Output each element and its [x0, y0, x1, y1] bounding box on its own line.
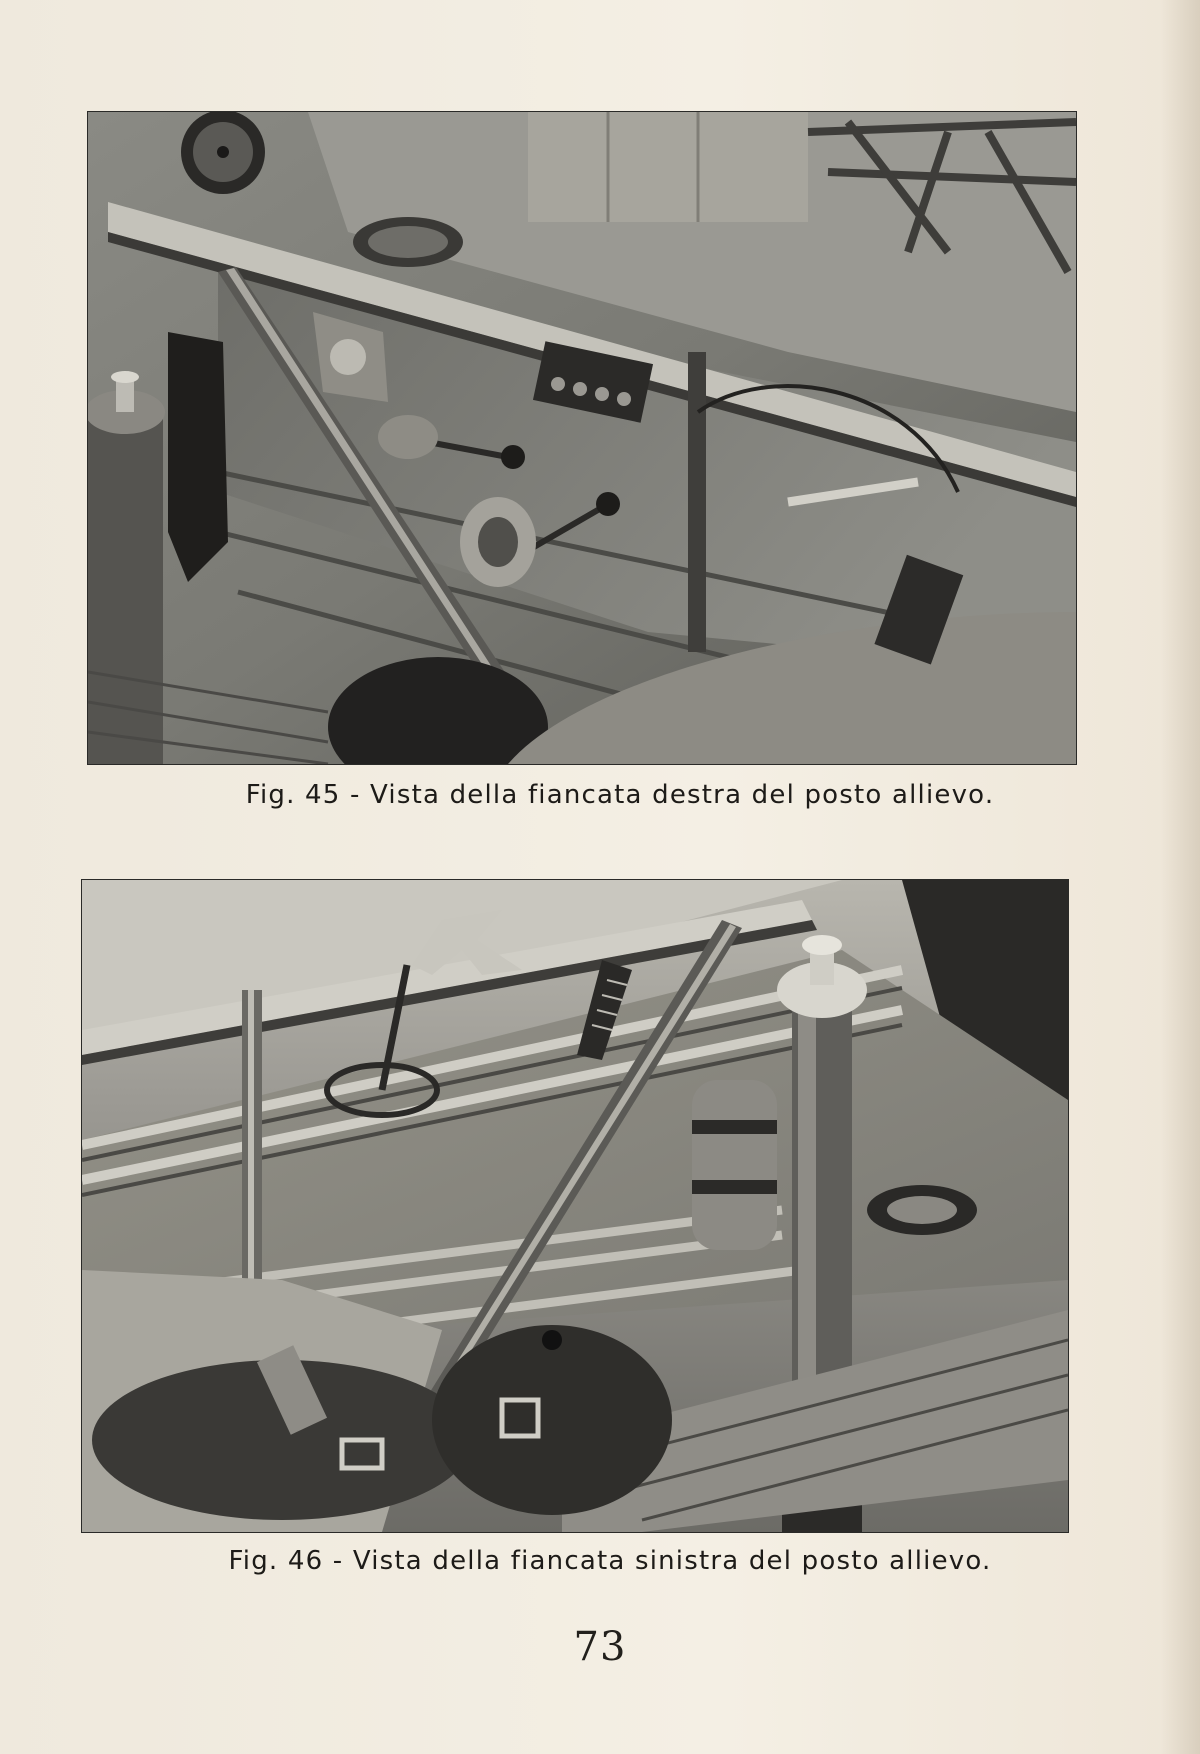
- cockpit-right-side-illustration: [88, 112, 1076, 764]
- page-number: 73: [573, 1624, 627, 1670]
- figure-45-caption: Fig. 45 - Vista della fiancata destra del posto allievo.: [245, 780, 995, 810]
- figure-46-caption: Fig. 46 - Vista della fiancata sinistra del posto allievo.: [228, 1546, 992, 1576]
- figure-45-photo: [88, 112, 1076, 764]
- cockpit-left-side-illustration: [82, 880, 1068, 1532]
- figure-46-photo: [82, 880, 1068, 1532]
